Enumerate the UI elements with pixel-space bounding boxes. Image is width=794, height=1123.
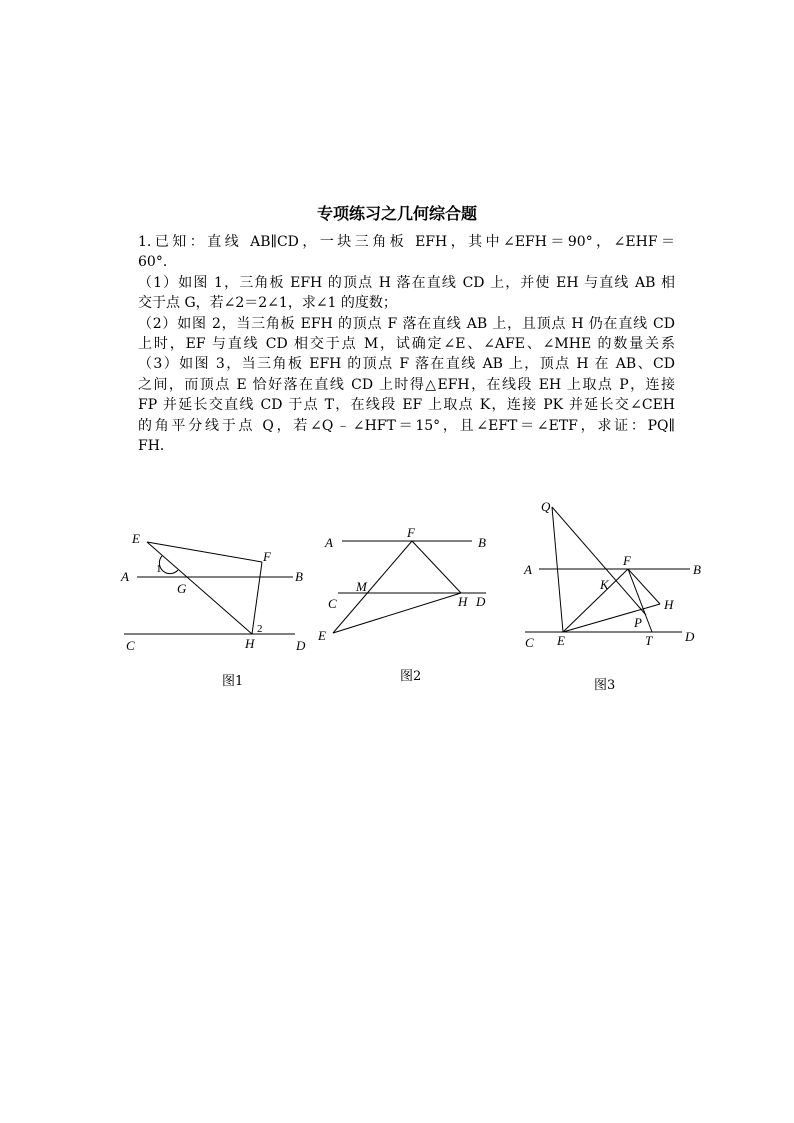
label-f: F	[623, 553, 631, 568]
label-a: A	[325, 535, 333, 550]
problem-line: 上时，EF 与直线 CD 相交于点 M，试确定∠E、∠AFE、∠MHE 的数量关系	[138, 336, 675, 353]
label-h: H	[458, 594, 468, 609]
problem-line: FH．	[138, 438, 174, 455]
label-d: D	[685, 629, 695, 644]
segment-ef	[147, 542, 262, 562]
label-a: A	[121, 569, 129, 584]
label-t: T	[645, 633, 653, 648]
label-h: H	[245, 636, 255, 651]
label-b: B	[478, 535, 486, 550]
angle-1-arc	[159, 556, 178, 574]
label-d: D	[296, 638, 306, 653]
label-angle-2: 2	[257, 623, 263, 635]
label-e: E	[557, 633, 565, 648]
problem-line: FP 并延长交直线 CD 于点 T，在线段 EF 上取点 K，连接 PK 并延长交∠CEH	[138, 397, 675, 414]
label-p: P	[634, 615, 642, 630]
label-c: C	[126, 638, 135, 653]
problem-line: （3）如图 3，当三角板 EFH 的顶点 F 落在直线 AB 上，顶点 H 在 AB、CD	[138, 356, 675, 373]
problem-line: 1.已知：直线 AB∥CD，一块三角板 EFH，其中∠EFH＝90°，∠EHF＝	[138, 234, 675, 250]
segment-qp	[552, 507, 646, 615]
label-c: C	[525, 635, 534, 650]
figure-2-caption: 图2	[400, 669, 422, 684]
segment-fh	[628, 569, 660, 604]
problem-line: 60°．	[138, 254, 177, 271]
label-a: A	[524, 562, 532, 577]
label-angle-1: 1	[156, 563, 162, 575]
figure-1-diagram	[110, 525, 310, 655]
label-k: K	[600, 577, 609, 592]
label-b: B	[693, 562, 701, 577]
figure-1-caption: 图1	[222, 674, 244, 689]
segment-fe	[333, 541, 412, 633]
problem-line: （1）如图 1，三角板 EFH 的顶点 H 落在直线 CD 上，并使 EH 与直线 AB 相	[138, 274, 675, 291]
label-f: F	[263, 549, 271, 564]
label-m: M	[356, 579, 367, 594]
label-g: G	[177, 581, 187, 596]
label-e: E	[318, 628, 326, 643]
figure-2-diagram	[315, 520, 495, 645]
problem-line: 的角平分线于点 Q，若∠Q﹣∠HFT＝15°，且∠EFT＝∠ETF，求证：PQ∥	[138, 417, 675, 434]
label-c: C	[328, 596, 337, 611]
problem-text	[138, 232, 675, 456]
label-d: D	[476, 594, 486, 609]
page-title: 专项练习之几何综合题	[316, 204, 477, 223]
figure-3-caption: 图3	[594, 678, 616, 693]
label-h: H	[664, 597, 674, 612]
problem-line: 之间，而顶点 E 恰好落在直线 CD 上时得△EFH，在线段 EH 上取点 P，连接	[138, 376, 675, 393]
label-q: Q	[541, 499, 551, 514]
label-e: E	[132, 531, 140, 546]
label-f: F	[407, 525, 415, 540]
segment-eh	[147, 542, 252, 634]
segment-fh	[412, 541, 461, 593]
label-b: B	[295, 569, 303, 584]
segment-eh	[333, 593, 461, 633]
problem-line: 交于点 G，若∠2＝2∠1，求∠1 的度数；	[138, 295, 397, 312]
figure-3-diagram	[515, 495, 715, 655]
problem-line: （2）如图 2，当三角板 EFH 的顶点 F 落在直线 AB 上，且顶点 H 仍在直线 CD	[138, 315, 675, 332]
